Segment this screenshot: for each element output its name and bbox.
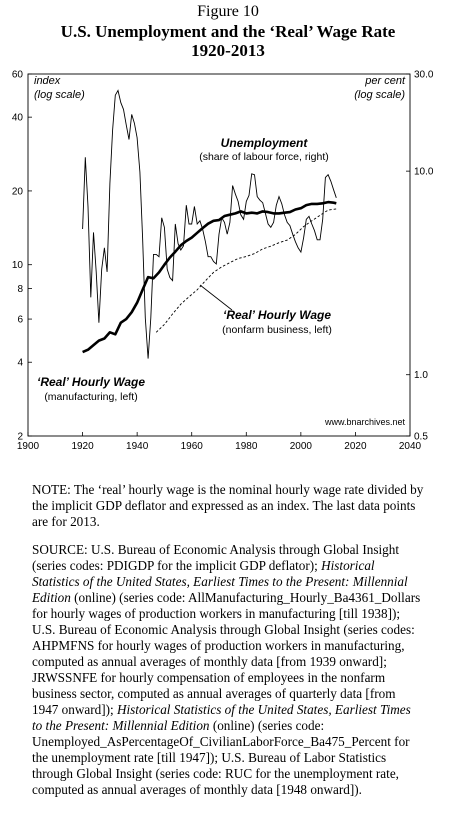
left-axis-tick-label: 4 (17, 357, 23, 369)
right-axis-tick-label: 0.5 (414, 431, 428, 443)
x-axis (17, 432, 422, 452)
left-axis-tick-label: 60 (11, 69, 23, 81)
right-axis-label-line1: per cent (365, 75, 405, 87)
left-axis-tick-label: 20 (11, 186, 23, 198)
x-axis-tick-label: 1900 (16, 441, 40, 452)
nonfarm-wage-series-name: ‘Real’ Hourly Wage (222, 308, 332, 322)
x-axis-tick-label: 1940 (126, 441, 149, 452)
source-text-2: (online) (series code: AllManufacturing_Hourly_Ba4361_Dollars for hourly wages of production workers in manufacturing [till 1938]); U.S. Bureau of Economic Analysis through Global Insight (series codes: AHPMFNS for hourly wages of production workers in manufacturing, computed as annual averages of monthly data [from 1939 onward]; JRWSSNFE for hourly compensation of employees in the nonfarm business sector, computed as annual averages of quarterly data [from 1947 onward]); (32, 590, 421, 717)
left-axis (12, 70, 32, 443)
manufacturing-wage-series-name: ‘Real’ Hourly Wage (36, 375, 146, 389)
left-axis-tick-label: 6 (17, 314, 23, 326)
source-text-3: (online) (series code: Unemployed_AsPercentageOf_CivilianLaborForce_Ba475_Percent for the unemployment rate [till 1947]); U.S. Bureau of Labor Statistics through Global Insight (series code: RUC for the unemployment rate, computed as annual averages of monthly data [1948 onward]). (32, 718, 410, 797)
left-axis-label-line2: (log scale) (34, 89, 85, 101)
manufacturing-wage-series-desc: (manufacturing, left) (44, 391, 138, 403)
watermark: www.bnarchives.net (324, 417, 405, 427)
unemployment-series-desc: (share of labour force, right) (199, 151, 329, 163)
x-axis-tick-label: 1960 (180, 441, 203, 452)
note-paragraph: NOTE: The ‘real’ hourly wage is the nominal hourly wage rate divided by the implicit GDP deflator and expressed as an index. The last data points are for 2013. (32, 482, 424, 529)
left-axis-label-line1: index (34, 75, 61, 87)
source-text-1: SOURCE: U.S. Bureau of Economic Analysis through Global Insight (series codes: PDIGDP for the implicit GDP deflator); (32, 542, 400, 573)
source-italic-1: Historical Statistics of the United States, Earliest Times to the Present: Millennial Edition (32, 558, 408, 605)
nonfarm-wage-callout-line (200, 285, 232, 310)
right-axis-tick-label: 10.0 (414, 166, 434, 178)
nonfarm-wage-series-desc: (nonfarm business, left) (222, 324, 332, 336)
x-axis-tick-label: 2000 (289, 441, 312, 452)
x-axis-tick-label: 2020 (344, 441, 367, 452)
figure-number: Figure 10 (197, 3, 259, 20)
unemployment-series-name: Unemployment (220, 136, 308, 150)
right-axis-tick-label: 30.0 (414, 69, 434, 81)
left-axis-tick-label: 40 (11, 112, 23, 124)
x-axis-tick-label: 1980 (235, 441, 258, 452)
notes-section (32, 482, 424, 810)
right-axis-label-line2: (log scale) (354, 89, 405, 101)
figure-title-line2: 1920-2013 (191, 41, 265, 60)
x-axis-tick-label: 2040 (398, 441, 422, 452)
figure-title-line1: U.S. Unemployment and the ‘Real’ Wage Rate (60, 22, 396, 41)
right-axis-tick-label: 1.0 (414, 370, 428, 382)
left-axis-tick-label: 10 (11, 260, 23, 272)
left-axis-tick-label: 8 (17, 283, 23, 295)
x-axis-tick-label: 1920 (71, 441, 94, 452)
source-paragraph (32, 542, 424, 798)
left-axis-tick-label: 2 (17, 431, 23, 443)
source-italic-2: Historical Statistics of the United States, Earliest Times to the Present: Millennial Edition (32, 702, 411, 733)
